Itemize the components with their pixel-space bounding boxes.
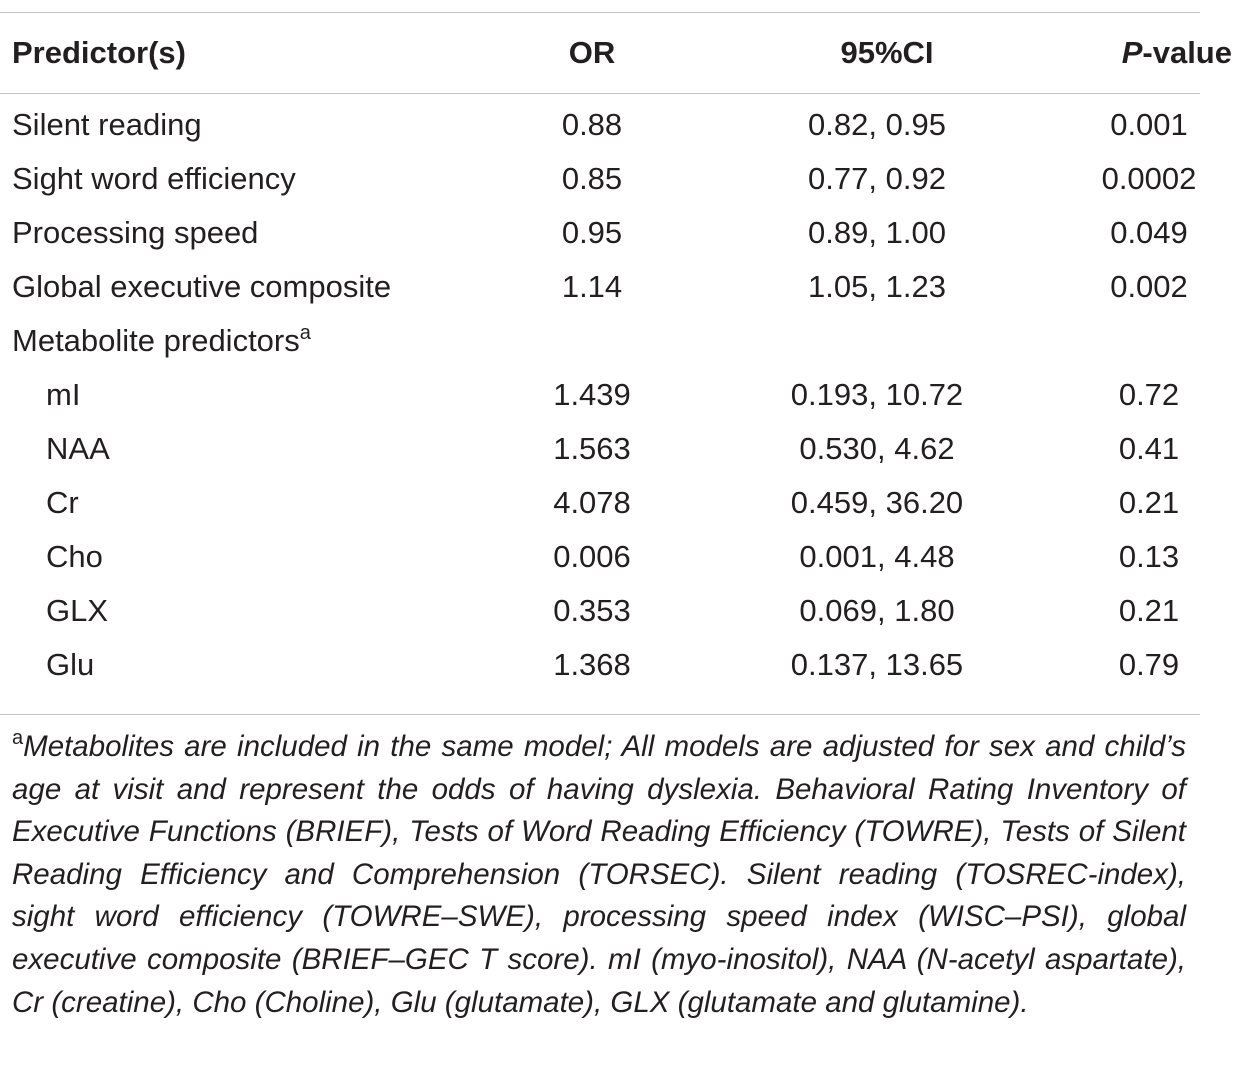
group-footnote-marker: a bbox=[299, 322, 311, 344]
row-predictor: Sight word efficiency bbox=[12, 161, 296, 196]
row-ci: 0.82, 0.95 bbox=[808, 107, 946, 142]
row-p: 0.049 bbox=[1110, 215, 1188, 250]
table-row bbox=[0, 84, 1246, 152]
bottom-rule bbox=[0, 714, 1200, 715]
row-or: 0.353 bbox=[553, 593, 631, 628]
top-rule bbox=[0, 12, 1200, 13]
row-predictor: Global executive composite bbox=[12, 269, 392, 304]
group-row-metabolites bbox=[0, 314, 1246, 368]
row-or: 0.006 bbox=[553, 539, 631, 574]
row-or: 4.078 bbox=[553, 485, 631, 520]
header-predictor: Predictor(s) bbox=[12, 35, 186, 70]
header-ci: 95%CI bbox=[840, 35, 934, 70]
row-or: 1.368 bbox=[553, 647, 631, 682]
table-row bbox=[0, 368, 1246, 422]
row-predictor: GLX bbox=[46, 593, 109, 628]
row-ci: 0.459, 36.20 bbox=[790, 485, 964, 520]
row-or: 0.88 bbox=[561, 107, 623, 142]
table-row bbox=[0, 260, 1246, 314]
row-predictor: Silent reading bbox=[12, 107, 202, 142]
table-row bbox=[0, 530, 1246, 584]
row-predictor: Glu bbox=[46, 647, 95, 682]
row-predictor: Processing speed bbox=[12, 215, 259, 250]
header-p-rest: -value bbox=[1142, 35, 1232, 70]
row-or: 0.95 bbox=[561, 215, 623, 250]
row-ci: 0.193, 10.72 bbox=[790, 377, 964, 412]
table-row bbox=[0, 206, 1246, 260]
row-predictor: Cr bbox=[46, 485, 79, 520]
row-p: 0.13 bbox=[1118, 539, 1180, 574]
results-table bbox=[0, 22, 1246, 692]
row-or: 1.563 bbox=[553, 431, 631, 466]
group-label bbox=[0, 314, 482, 368]
header-or: OR bbox=[568, 35, 616, 70]
row-p: 0.21 bbox=[1118, 485, 1180, 520]
row-p: 0.0002 bbox=[1101, 161, 1197, 196]
row-ci: 0.77, 0.92 bbox=[808, 161, 946, 196]
row-predictor: mI bbox=[46, 377, 81, 412]
row-ci: 0.137, 13.65 bbox=[790, 647, 964, 682]
row-predictor: NAA bbox=[46, 431, 110, 466]
row-or: 1.14 bbox=[561, 269, 623, 304]
row-p: 0.001 bbox=[1110, 107, 1188, 142]
row-ci: 1.05, 1.23 bbox=[808, 269, 946, 304]
row-p: 0.41 bbox=[1118, 431, 1180, 466]
row-ci: 0.069, 1.80 bbox=[799, 593, 955, 628]
footnote-marker: a bbox=[12, 727, 24, 749]
row-p: 0.79 bbox=[1118, 647, 1180, 682]
row-or: 1.439 bbox=[553, 377, 631, 412]
row-p: 0.21 bbox=[1118, 593, 1180, 628]
table-row bbox=[0, 476, 1246, 530]
row-p: 0.002 bbox=[1110, 269, 1188, 304]
table-row bbox=[0, 422, 1246, 476]
row-p: 0.72 bbox=[1118, 377, 1180, 412]
table-row bbox=[0, 638, 1246, 692]
group-label-text: Metabolite predictors bbox=[12, 323, 300, 358]
header-p-value bbox=[1052, 22, 1246, 84]
row-ci: 0.001, 4.48 bbox=[799, 539, 955, 574]
row-ci: 0.530, 4.62 bbox=[799, 431, 955, 466]
row-predictor: Cho bbox=[46, 539, 103, 574]
footnote-text: Metabolites are included in the same model; All models are adjusted for sex and child’s age at visit and represent the odds of having dyslexia. Behavioral Rating Inventory of Executive Functions (BRIEF), Tests of Word Reading Efficiency (TOWRE), Tests of Silent Reading Efficiency and Comprehension (TORSEC). Silent reading (TOSREC-index), sight word efficiency (TOWRE–SWE), processing speed index (WISC–PSI), global executive composite (BRIEF–GEC T score). mI (myo-inositol), NAA (N-acetyl aspartate), Cr (creatine), Cho (Choline), Glu (glutamate), GLX (glutamate and glutamine). bbox=[12, 730, 1186, 1019]
row-ci: 0.89, 1.00 bbox=[808, 215, 946, 250]
table-row bbox=[0, 152, 1246, 206]
row-or: 0.85 bbox=[561, 161, 623, 196]
table-footnote bbox=[12, 726, 1186, 1024]
header-p-italic: P bbox=[1121, 35, 1143, 70]
header-row bbox=[0, 22, 1246, 84]
table-row bbox=[0, 584, 1246, 638]
